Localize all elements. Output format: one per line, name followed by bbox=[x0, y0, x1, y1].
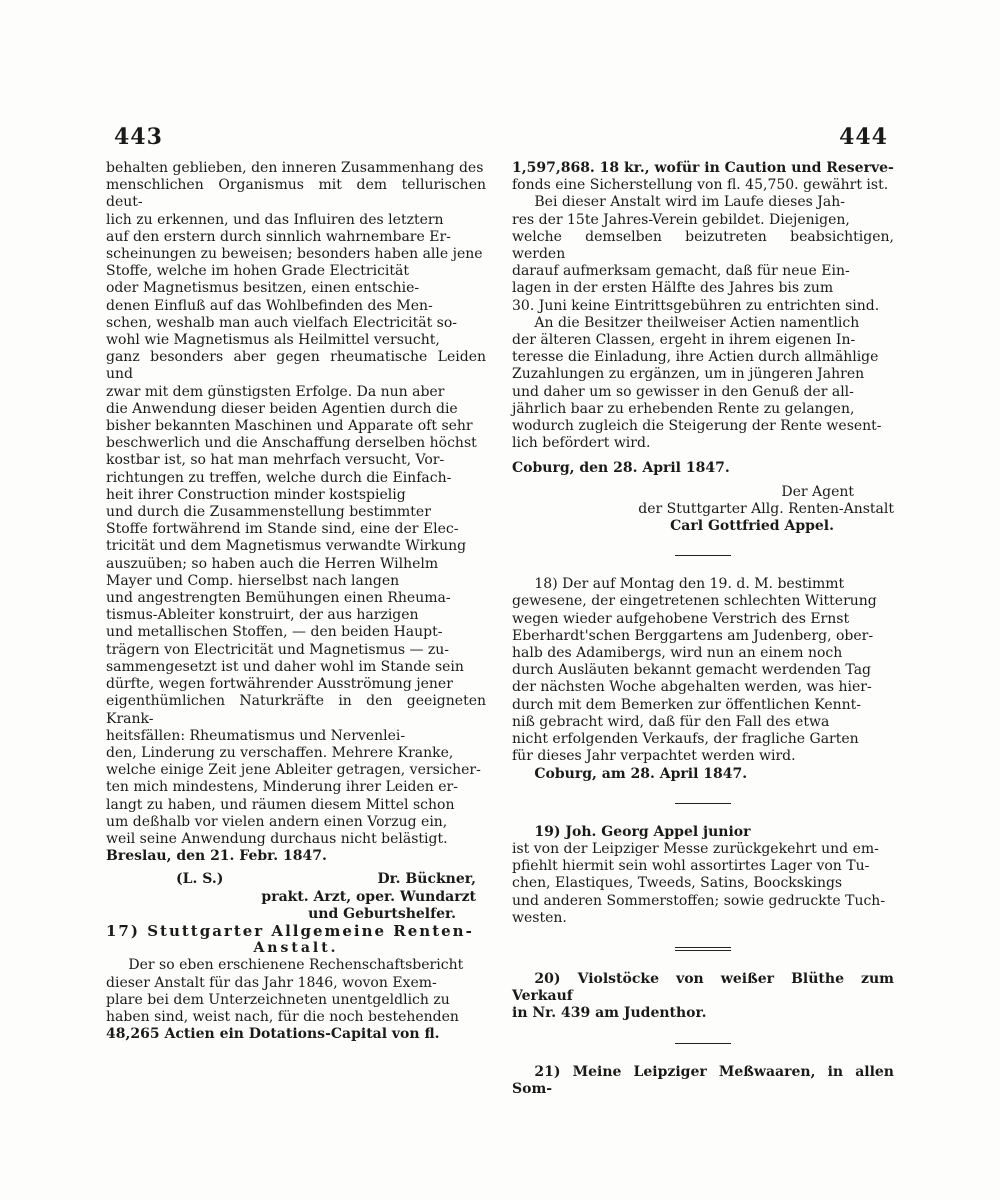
section-20-title: 20) Violstöcke von weißer Blüthe zum Verkauf bbox=[512, 970, 894, 1005]
text-line: Stoffe fortwährend im Stande sind, eine der Elec- bbox=[106, 521, 459, 538]
text-line: Mayer und Comp. hierselbst nach langen bbox=[106, 572, 400, 589]
agent-line-1: Der Agent bbox=[781, 483, 854, 500]
text-line: auf den erstern durch sinnlich wahrnembare Er- bbox=[106, 228, 451, 245]
text-line: menschlichen Organismus mit dem tellurischen deut- bbox=[106, 177, 486, 211]
section-19 bbox=[512, 824, 894, 927]
signature-date: Breslau, den 21. Febr. 1847. bbox=[106, 848, 327, 865]
text-line: tricität und dem Magnetismus verwandte Wirkung bbox=[106, 538, 467, 555]
page-number-right: 444 bbox=[839, 124, 888, 150]
section-divider bbox=[675, 803, 731, 804]
text-line: ist von der Leipziger Messe zurückgekehrt und em- bbox=[512, 840, 879, 857]
text-line: heit ihrer Construction minder kostspielig bbox=[106, 486, 406, 503]
text-line: welche einige Zeit jene Ableiter getragen, versicher- bbox=[106, 762, 481, 779]
text-line: durch mit dem Bemerken zur öffentlichen Kennt- bbox=[512, 696, 862, 713]
text-line: lagen in der ersten Hälfte des Jahres bis zum bbox=[512, 280, 834, 297]
text-line: um deßhalb vor vielen andern einen Vorzug ein, bbox=[106, 813, 448, 830]
text-line: res der 15te Jahres-Verein gebildet. Diejenigen, bbox=[512, 211, 850, 228]
text-line: tismus-Ableiter konstruirt, der aus harzigen bbox=[106, 607, 419, 624]
text-line: trägern von Electricität und Magnetismus — zu- bbox=[106, 641, 450, 658]
signer-name: Dr. Bückner, bbox=[377, 871, 476, 888]
text-line: 18) Der auf Montag den 19. d. M. bestimmt bbox=[534, 576, 845, 593]
text-line: dürfte, wegen fortwährender Ausströmung jener bbox=[106, 676, 453, 693]
text-line: für dieses Jahr verpachtet werden wird. bbox=[512, 748, 796, 765]
text-line: den, Linderung zu verschaffen. Mehrere Kranke, bbox=[106, 744, 454, 761]
text-line: heitsfällen: Rheumatismus und Nervenlei- bbox=[106, 727, 406, 744]
section-18 bbox=[512, 576, 894, 782]
text-line: sammengesetzt ist und daher wohl im Stande sein bbox=[106, 658, 464, 675]
text-line: Eberhardt'schen Berggartens am Judenberg, ober- bbox=[512, 627, 874, 644]
text-line: kostbar ist, so hat man mehrfach versucht, Vor- bbox=[106, 452, 445, 469]
text-line: zwar mit dem günstigsten Erfolge. Da nun aber bbox=[106, 383, 445, 400]
text-line: fonds eine Sicherstellung von fl. 45,750. gewährt ist. bbox=[512, 177, 889, 194]
text-line: An die Besitzer theilweiser Actien namentlich bbox=[534, 314, 860, 331]
section-21-title: 21) Meine Leipziger Meßwaaren, in allen Som- bbox=[512, 1063, 894, 1097]
text-line: lich befördert wird. bbox=[512, 435, 651, 452]
text-line: 1,597,868. 18 kr., wofür in Caution und Reserve- bbox=[512, 160, 894, 176]
text-line: weil seine Anwendung durchaus nicht belästigt. bbox=[106, 830, 448, 847]
text-line: Der so eben erschienene Rechenschaftsbericht bbox=[128, 957, 464, 974]
right-column bbox=[512, 160, 894, 1098]
text-line: welche demselben beizutreten beabsichtigen, werden bbox=[512, 228, 894, 263]
text-line: oder Magnetismus besitzen, einen entschie- bbox=[106, 280, 420, 297]
text-line: chen, Elastiques, Tweeds, Satins, Boockskings bbox=[512, 875, 843, 892]
text-line: der älteren Classen, ergeht in ihrem eigenen In- bbox=[512, 332, 856, 349]
text-line: und daher um so gewisser in den Genuß der all- bbox=[512, 383, 854, 400]
text-line: wegen wieder aufgehobene Verstrich des Ernst bbox=[512, 610, 850, 627]
section-19-title: 19) Joh. Georg Appel junior bbox=[534, 823, 751, 840]
text-line: plare bei dem Unterzeichneten unentgeldlich zu bbox=[106, 991, 450, 1008]
agent-signature bbox=[512, 484, 894, 536]
section-divider bbox=[675, 1043, 731, 1044]
text-line: 48,265 Actien ein Dotations-Capital von fl. bbox=[106, 1026, 440, 1043]
section-18-date: Coburg, am 28. April 1847. bbox=[534, 765, 748, 782]
left-column bbox=[106, 160, 486, 1043]
signer-title-1: prakt. Arzt, oper. Wundarzt bbox=[261, 888, 476, 905]
text-line: auszuüben; so haben auch die Herren Wilhelm bbox=[106, 555, 439, 572]
text-line: Bei dieser Anstalt wird im Laufe dieses Jah- bbox=[534, 194, 845, 211]
text-line: der nächsten Woche abgehalten werden, was hier- bbox=[512, 679, 872, 696]
text-line: scheinungen zu beweisen; besonders haben alle jene bbox=[106, 246, 483, 263]
text-line: teresse die Einladung, ihre Actien durch allmählige bbox=[512, 349, 879, 366]
signer-title-2: und Geburtshelfer. bbox=[308, 905, 456, 922]
agent-name: Carl Gottfried Appel. bbox=[670, 518, 834, 535]
section-divider-double bbox=[675, 947, 731, 951]
signature-block bbox=[106, 848, 486, 923]
text-line: durch Ausläuten bekannt gemacht werdenden Tag bbox=[512, 662, 871, 679]
text-line: wohl wie Magnetismus als Heilmittel versucht, bbox=[106, 332, 440, 349]
text-line: behalten geblieben, den inneren Zusammenhang des bbox=[106, 160, 484, 176]
text-line: nicht erfolgenden Verkaufs, der fragliche Garten bbox=[512, 731, 859, 748]
text-line: niß gebracht wird, daß für den Fall des etwa bbox=[512, 713, 830, 730]
text-line: und anderen Sommerstoffen; sowie gedruckte Tuch- bbox=[512, 892, 886, 909]
text-line: die Anwendung dieser beiden Agentien durch die bbox=[106, 400, 458, 417]
text-line: darauf aufmerksam gemacht, daß für neue Ein- bbox=[512, 263, 850, 280]
text-line: halb des Adamibergs, wird nun an einem noch bbox=[512, 645, 843, 662]
text-line: westen. bbox=[512, 909, 567, 926]
text-line: Zuzahlungen zu ergänzen, um in jüngeren Jahren bbox=[512, 366, 865, 383]
section-21 bbox=[512, 1064, 894, 1098]
section-17-heading-2: Anstalt. bbox=[253, 940, 339, 957]
text-line: in Nr. 439 am Judenthor. bbox=[512, 1005, 707, 1022]
section-17-heading: 17) Stuttgarter Allgemeine Renten- bbox=[106, 921, 474, 940]
agent-line-2: der Stuttgarter Allg. Renten-Anstalt bbox=[638, 500, 894, 517]
text-line: schen, weshalb man auch vielfach Electricität so- bbox=[106, 314, 458, 331]
page-number-left: 443 bbox=[114, 124, 163, 150]
text-line: 30. Juni keine Eintrittsgebühren zu entrichten sind. bbox=[512, 297, 880, 314]
seal-mark: (L. S.) bbox=[176, 871, 224, 888]
section-divider bbox=[675, 555, 731, 556]
text-line: und metallischen Stoffen, — den beiden Haupt- bbox=[106, 624, 443, 641]
text-line: und durch die Zusammenstellung bestimmter bbox=[106, 504, 431, 521]
text-line: beschwerlich und die Anschaffung derselben höchst bbox=[106, 435, 477, 452]
text-line: haben sind, weist nach, für die noch bestehenden bbox=[106, 1008, 459, 1025]
text-line: richtungen zu treffen, welche durch die Einfach- bbox=[106, 469, 452, 486]
text-line: langt zu haben, und räumen diesem Mittel schon bbox=[106, 796, 455, 813]
text-line: ten mich mindestens, Minderung ihrer Leiden er- bbox=[106, 779, 458, 796]
article-rheumatism-text bbox=[106, 160, 486, 848]
text-line: jährlich baar zu erhebenden Rente zu gelangen, bbox=[512, 400, 855, 417]
text-line: ganz besonders aber gegen rheumatische Leiden und bbox=[106, 349, 486, 383]
section-17-date: Coburg, den 28. April 1847. bbox=[512, 460, 730, 477]
text-line: denen Einfluß auf das Wohlbefinden des Men- bbox=[106, 297, 433, 314]
section-20 bbox=[512, 971, 894, 1023]
text-line: lich zu erkennen, und das Influiren des letztern bbox=[106, 211, 444, 228]
text-line: wodurch zugleich die Steigerung der Rente wesent- bbox=[512, 418, 882, 435]
text-line: eigenthümlichen Naturkräfte in den geeigneten Krank- bbox=[106, 693, 486, 727]
text-line: Stoffe, welche im hohen Grade Electricität bbox=[106, 263, 409, 280]
section-17-continued bbox=[512, 160, 894, 535]
text-line: und angestrengten Bemühungen einen Rheuma- bbox=[106, 590, 451, 607]
text-line: dieser Anstalt für das Jahr 1846, wovon Exem- bbox=[106, 974, 437, 991]
seal-row bbox=[106, 871, 486, 888]
text-line: bisher bekannten Maschinen und Apparate oft sehr bbox=[106, 418, 473, 435]
section-17 bbox=[106, 923, 486, 1043]
text-line: pfiehlt hiermit sein wohl assortirtes Lager von Tu- bbox=[512, 858, 870, 875]
text-line: gewesene, der eingetretenen schlechten Witterung bbox=[512, 593, 877, 610]
